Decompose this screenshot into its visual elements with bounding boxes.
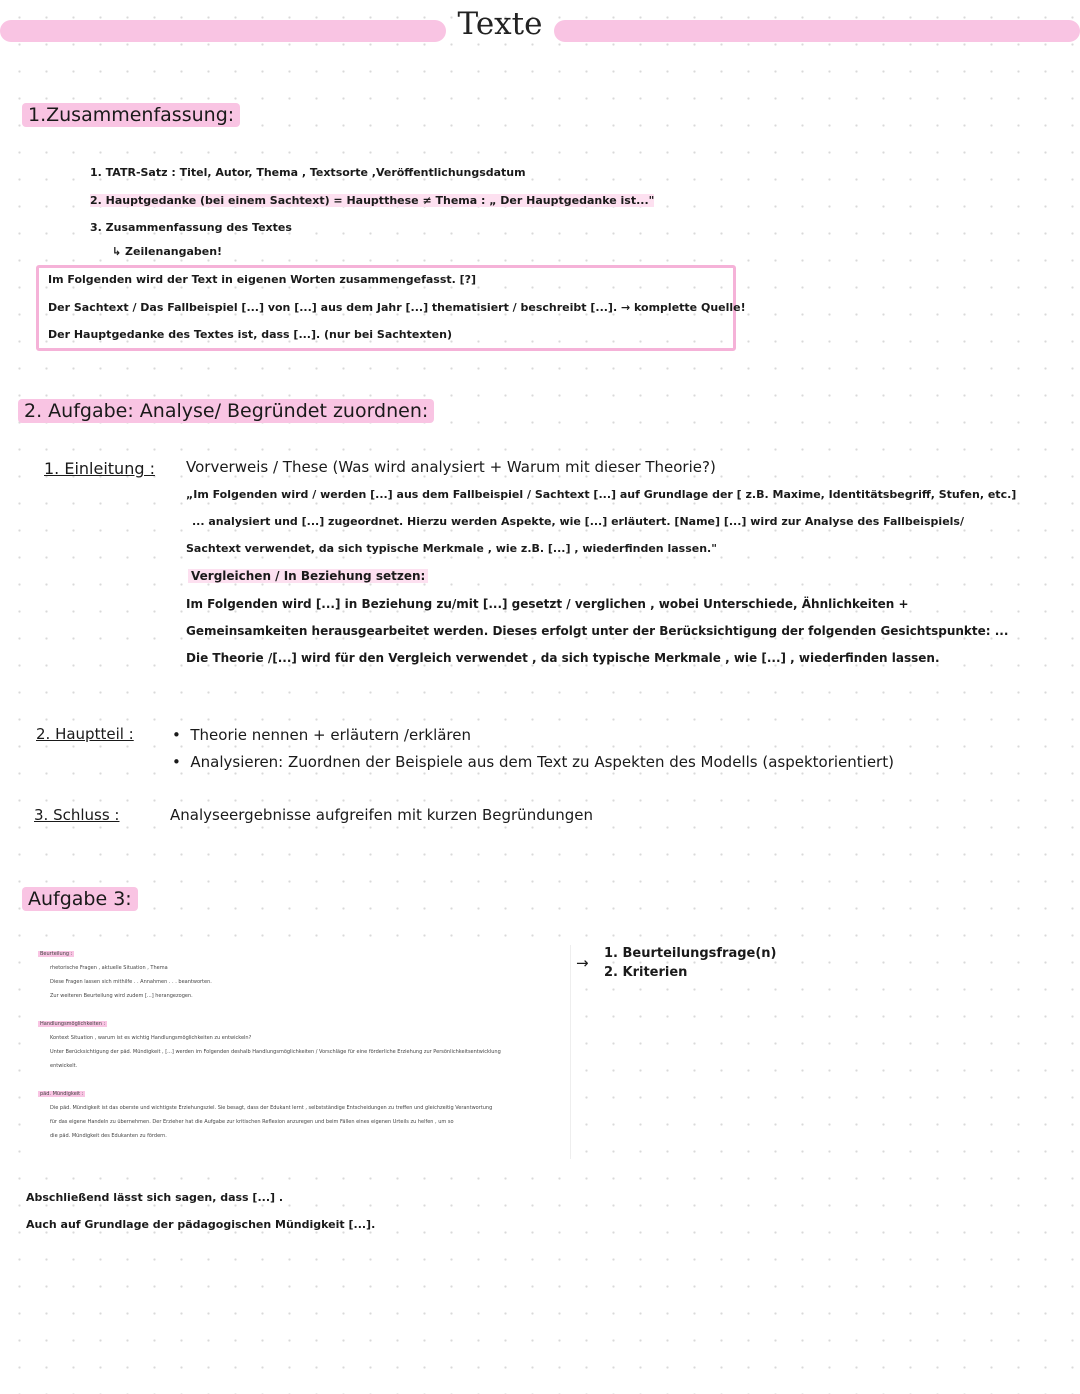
img-beurteilung-title: Beurteilung : <box>40 951 73 957</box>
einleitung-line-2: ... analysiert und [...] zugeordnet. Hierzu werden Aspekte, wie [...] erläutert. [Name] [...] wird zur Analyse des Fallbeispiels/ <box>192 515 964 528</box>
einleitung-label: 1. Einleitung : <box>44 459 155 478</box>
img-b-line-1: rhetorische Fragen , aktuelle Situation , Thema <box>50 965 168 971</box>
s1-item-2: 2. Hauptgedanke (bei einem Sachtext) = Hauptthese ≠ Thema : „ Der Hauptgedanke ist..." <box>90 194 655 207</box>
vergleichen-line-3: Die Theorie /[...] wird für den Vergleich verwendet , da sich typische Merkmale , wie [...] , wiederfinden lassen. <box>186 651 940 665</box>
closing-line-1: Abschließend lässt sich sagen, dass [...] . <box>26 1191 284 1204</box>
section-1-heading: 1.Zusammenfassung: <box>22 104 240 126</box>
section-2-heading: 2. Aufgabe: Analyse/ Begründet zuordnen: <box>18 400 434 422</box>
title-bar-left <box>0 20 446 42</box>
img-b-line-2: Diese Fragen lassen sich mithilfe . . Annahmen . . . beantworten. <box>50 979 212 985</box>
img-h-line-1: Kontext Situation , warum ist es wichtig Handlungsmöglichkeiten zu entwickeln? <box>50 1035 252 1041</box>
hauptteil-bullet-1: • Theorie nennen + erläutern /erklären <box>172 726 472 744</box>
box-line-2: Der Sachtext / Das Fallbeispiel [...] von [...] aus dem Jahr [...] thematisiert / beschreibt [...]. → komplette Quelle! <box>48 301 746 314</box>
img-h-line-3: entwickelt. <box>50 1063 78 1069</box>
vergleichen-line-2: Gemeinsamkeiten herausgearbeitet werden. Dieses erfolgt unter der Berücksichtigung der folgenden Gesichtspunkte: ... <box>186 624 1009 638</box>
img-handlung-title: Handlungsmöglichkeiten : <box>40 1021 106 1027</box>
title-bar-right <box>554 20 1080 42</box>
hauptteil-bullet-2: • Analysieren: Zuordnen der Beispiele aus dem Text zu Aspekten des Modells (aspektorientiert) <box>172 753 894 771</box>
box-line-1: Im Folgenden wird der Text in eigenen Worten zusammengefasst. [?] <box>48 273 477 286</box>
img-p-line-2: für das eigene Handeln zu übernehmen. Der Erzieher hat die Aufgabe zur kritischen Reflexion anzuregen und beim Fällen eines eigenen Urteils zu helfen , um so <box>50 1119 454 1125</box>
einleitung-title: Vorverweis / These (Was wird analysiert + Warum mit dieser Theorie?) <box>186 458 716 476</box>
s3-list-1: 1. Beurteilungsfrage(n) <box>604 946 777 961</box>
img-p-line-1: Die päd. Mündigkeit ist das oberste und wichtigste Erziehungsziel. Sie besagt, dass der Edukant lernt , selbstständige Entscheidungen zu treffen und gleichzeitig Verantwortung <box>50 1105 493 1111</box>
example-text-image <box>30 945 571 1159</box>
img-b-line-3: Zur weiteren Beurteilung wird zudem [...] herangezogen. <box>50 993 193 999</box>
schluss-label: 3. Schluss : <box>34 806 120 824</box>
vergleichen-label: Vergleichen / In Beziehung setzen: <box>188 569 428 583</box>
box-line-3: Der Hauptgedanke des Textes ist, dass [...]. (nur bei Sachtexten) <box>48 328 452 341</box>
s1-sub: ↳ Zeilenangaben! <box>112 245 223 258</box>
img-mundigkeit-title: päd. Mündigkeit : <box>40 1091 84 1097</box>
img-h-line-2: Unter Berücksichtigung der päd. Mündigkeit , [...] werden im Folgenden deshalb Handlungsmöglichkeiten / Vorschläge für eine förderliche Erziehung zur Persönlichkeitsentwicklung <box>50 1049 501 1055</box>
page-title: Texte <box>457 6 543 42</box>
schluss-text: Analyseergebnisse aufgreifen mit kurzen Begründungen <box>170 806 593 824</box>
s1-item-3: 3. Zusammenfassung des Textes <box>90 221 292 234</box>
closing-line-2: Auch auf Grundlage der pädagogischen Mündigkeit [...]. <box>26 1218 376 1231</box>
bullet-icon: • <box>172 726 191 744</box>
section-3-heading: Aufgabe 3: <box>22 888 138 910</box>
einleitung-line-3: Sachtext verwendet, da sich typische Merkmale , wie z.B. [...] , wiederfinden lassen." <box>186 542 717 555</box>
s1-item-1: 1. TATR-Satz : Titel, Autor, Thema , Textsorte ,Veröffentlichungsdatum <box>90 166 526 179</box>
vergleichen-line-1: Im Folgenden wird [...] in Beziehung zu/mit [...] gesetzt / verglichen , wobei Unterschiede, Ähnlichkeiten + <box>186 597 909 611</box>
einleitung-line-1: „Im Folgenden wird / werden [...] aus dem Fallbeispiel / Sachtext [...] auf Grundlage der [ z.B. Maxime, Identitätsbegriff, Stufen, etc.] <box>186 488 1017 501</box>
img-p-line-3: die päd. Mündigkeit des Edukanten zu fördern. <box>50 1133 167 1139</box>
arrow-icon: → <box>576 954 589 972</box>
hauptteil-label: 2. Hauptteil : <box>36 725 134 743</box>
s3-list-2: 2. Kriterien <box>604 965 688 980</box>
bullet-icon: • <box>172 753 191 771</box>
